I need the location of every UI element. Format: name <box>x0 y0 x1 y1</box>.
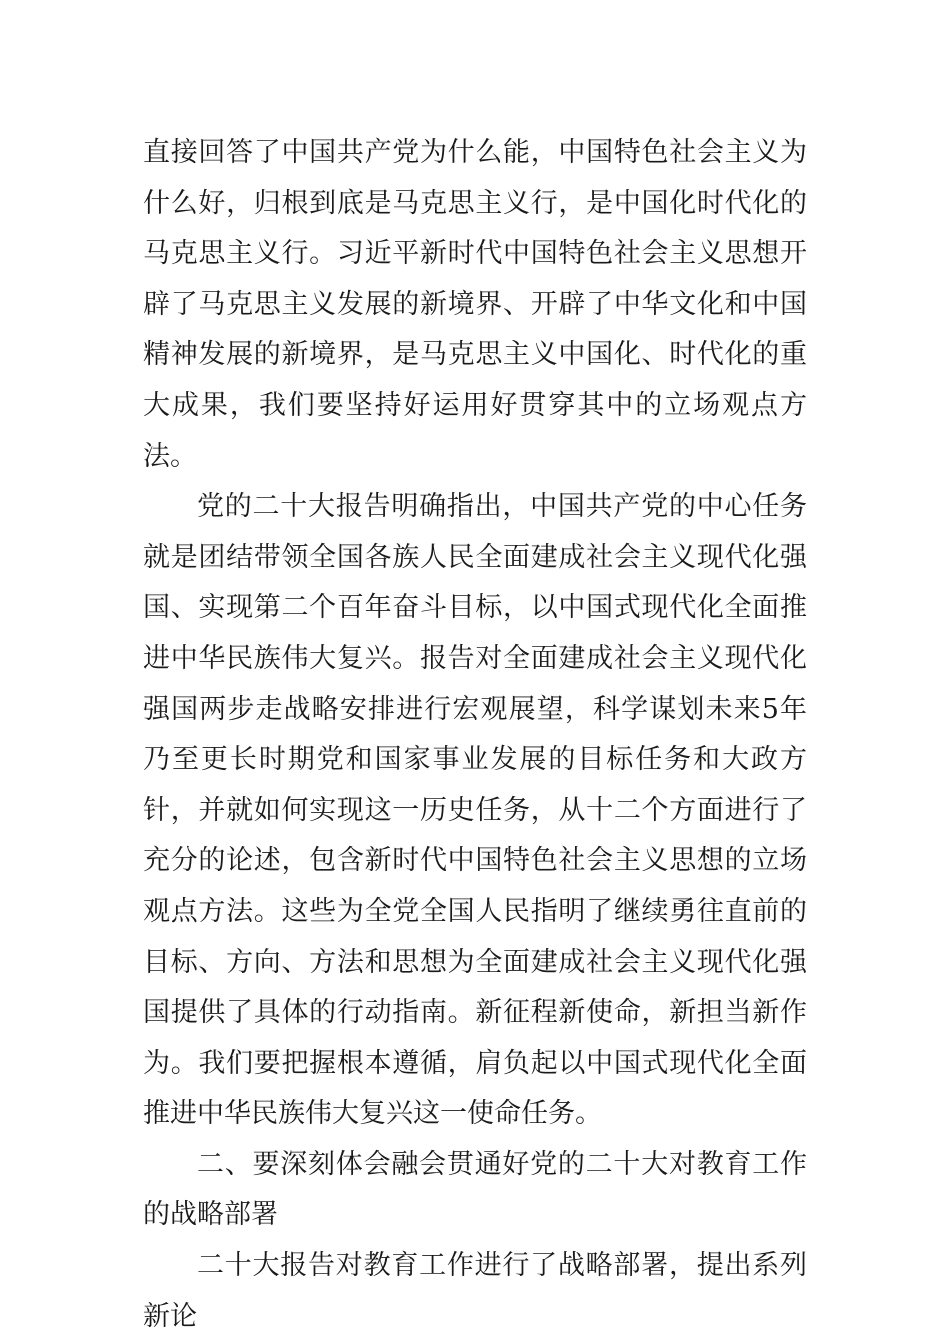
document-body <box>143 128 807 1342</box>
paragraph-central-task: 党的二十大报告明确指出，中国共产党的中心任务就是团结带领全国各族人民全面建成社会主义现代化强国、实现第二个百年奋斗目标，以中国式现代化全面推进中华民族伟大复兴。报告对全面建成社会主义现代化强国两步走战略安排进行宏观展望，科学谋划未来5年乃至更长时期党和国家事业发展的目标任务和大政方针，并就如何实现这一历史任务，从十二个方面进行了充分的论述，包含新时代中国特色社会主义思想的立场观点方法。这些为全党全国人民指明了继续勇往直前的目标、方向、方法和思想为全面建成社会主义现代化强国提供了具体的行动指南。新征程新使命，新担当新作为。我们要把握根本遵循，肩负起以中国式现代化全面推进中华民族伟大复兴这一使命任务。 <box>143 491 807 1130</box>
section-heading-education: 二、要深刻体会融会贯通好党的二十大对教育工作的战略部署 <box>143 1148 807 1231</box>
paragraph-continuation: 直接回答了中国共产党为什么能，中国特色社会主义为什么好，归根到底是马克思主义行，是中国化时代化的马克思主义行。习近平新时代中国特色社会主义思想开辟了马克思主义发展的新境界、开辟了中华文化和中国精神发展的新境界，是马克思主义中国化、时代化的重大成果，我们要坚持好运用好贯穿其中的立场观点方法。 <box>143 137 807 472</box>
paragraph-education-deployment: 二十大报告对教育工作进行了战略部署，提出系列新论 <box>143 1250 807 1332</box>
